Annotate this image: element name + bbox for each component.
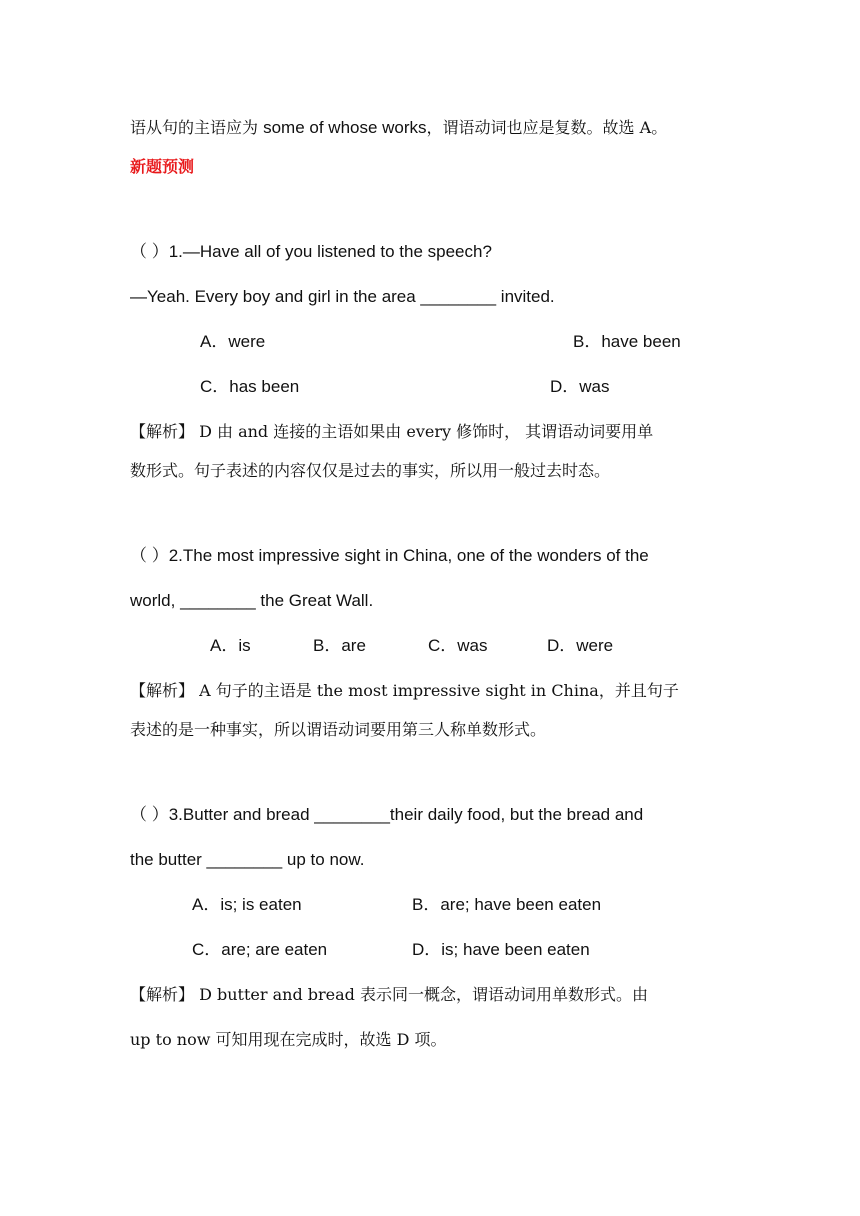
q3-option-d: D．is; have been eaten [412, 940, 590, 959]
q3-analysis-line2: up to now 可知用现在完成时，故选 D 项。 [130, 1030, 447, 1049]
q3-line2: the butter ________ up to now. [130, 850, 365, 869]
q2-stem: （ ）2.The most impressive sight in China, one of the wonders of the [130, 546, 649, 565]
q2-option-c: C．was [428, 636, 488, 655]
intro-english: some of whose works [263, 118, 427, 137]
intro-suffix: ，谓语动词也应是复数。故选 A。 [426, 118, 668, 137]
q1-stem: （ ）1.—Have all of you listened to the speech? [130, 242, 492, 261]
q3-option-c: C．are; are eaten [192, 940, 328, 959]
q2-line2: world, ________ the Great Wall. [130, 591, 374, 610]
q1-option-a: A．were [200, 332, 266, 351]
q1-analysis-line1: 【解析】 D 由 and 连接的主语如果由 every 修饰时， 其谓语动词要用单 [130, 422, 654, 441]
q3-analysis-line1: 【解析】 D butter and bread 表示同一概念，谓语动词用单数形式。由 [130, 985, 649, 1004]
q1-option-c: C．has been [200, 377, 300, 396]
q2-option-b: B．are [313, 636, 366, 655]
q3-option-a: A．is; is eaten [192, 895, 302, 914]
q1-option-b: B．have been [573, 332, 681, 351]
intro-prefix: 语从句的主语应为 [130, 118, 264, 137]
q2-option-a: A．is [210, 636, 251, 655]
section-title: 新题预测 [130, 157, 195, 176]
intro-line [130, 117, 667, 139]
q2-analysis-line1: 【解析】 A 句子的主语是 the most impressive sight in China，并且句子 [130, 681, 679, 700]
q3-option-b: B．are; have been eaten [412, 895, 602, 914]
q2-analysis-line2: 表述的是一种事实，所以谓语动词要用第三人称单数形式。 [130, 720, 547, 739]
q1-analysis-line2: 数形式。句子表述的内容仅仅是过去的事实，所以用一般过去时态。 [130, 461, 611, 480]
q1-option-d: D．was [550, 377, 610, 396]
q3-stem: （ ）3.Butter and bread ________their daily food, but the bread and [130, 805, 644, 824]
q2-option-d: D．were [547, 636, 614, 655]
q1-line2: —Yeah. Every boy and girl in the area ________ invited. [130, 287, 555, 306]
